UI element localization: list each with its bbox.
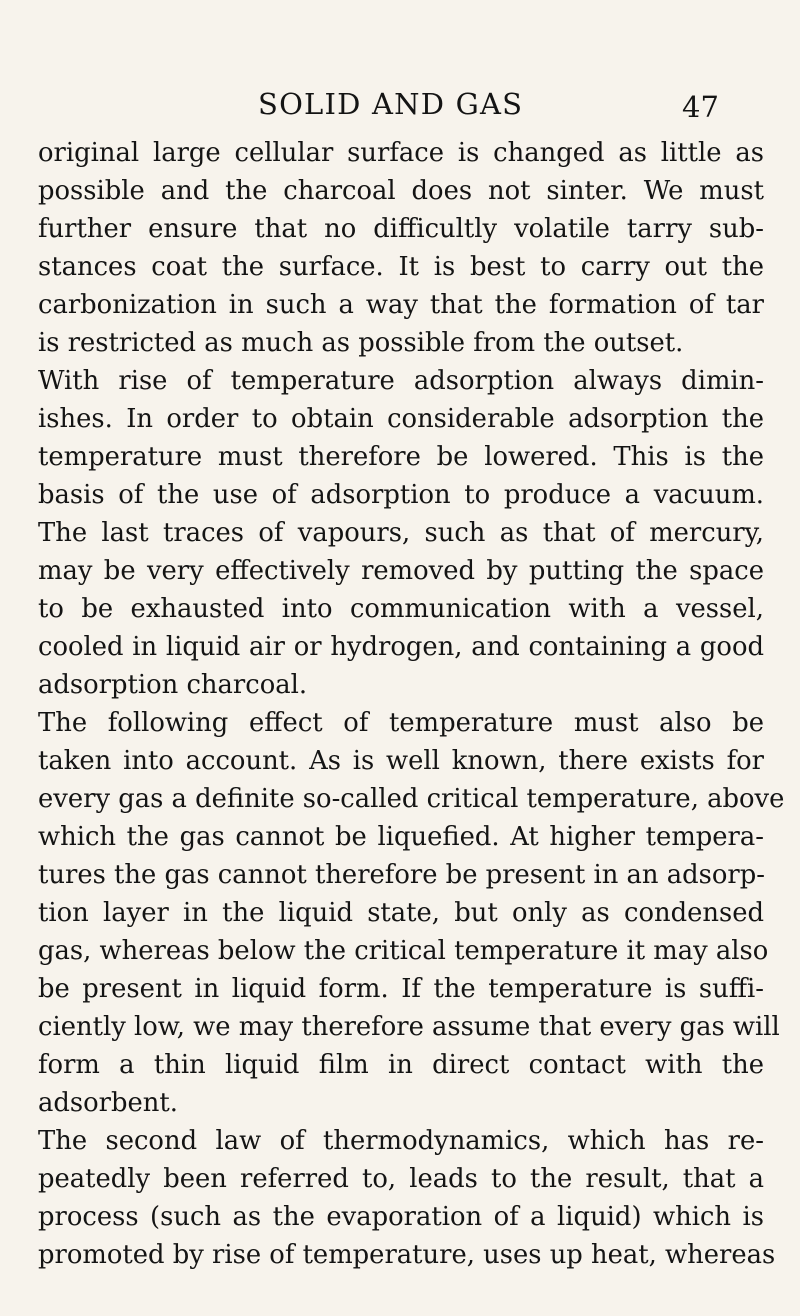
text-line: taken into account. As is well known, there exists for [38,746,764,776]
text-line: ishes. In order to obtain considerable adsorption the [38,404,764,434]
running-header [0,84,800,124]
text-line: which the gas cannot be liquefied. At higher tempera- [38,822,764,852]
text-line: is restricted as much as possible from the outset. [38,328,684,358]
text-line: gas, whereas below the critical temperature it may also [38,936,769,966]
text-line: peatedly been referred to, leads to the result, that a [38,1164,764,1194]
text-line: tion layer in the liquid state, but only as condensed [38,898,764,928]
text-line: process (such as the evaporation of a liquid) which is [38,1202,764,1232]
text-line: original large cellular surface is changed as little as [38,138,764,168]
text-line: promoted by rise of temperature, uses up heat, whereas [38,1240,776,1270]
text-line: may be very effectively removed by putting the space [38,556,764,586]
text-line: to be exhausted into communication with a vessel, [38,594,764,624]
text-line: cooled in liquid air or hydrogen, and containing a good [38,632,764,662]
page-number: 47 [682,90,719,124]
text-line: carbonization in such a way that the formation of tar [38,290,764,320]
text-line: adsorbent. [38,1088,178,1118]
text-line: every gas a definite so-called critical temperature, above [38,784,785,814]
text-line: stances coat the surface. It is best to carry out the [38,252,764,282]
text-line: The second law of thermodynamics, which has re- [38,1126,764,1156]
text-line: adsorption charcoal. [38,670,308,700]
text-line: be present in liquid form. If the temperature is suffi- [38,974,764,1004]
running-title: SOLID AND GAS [258,87,524,121]
text-line: ciently low, we may therefore assume that every gas will [38,1012,780,1042]
text-line: temperature must therefore be lowered. This is the [38,442,764,472]
text-line: further ensure that no difficultly volatile tarry sub- [38,214,764,244]
text-line: basis of the use of adsorption to produce a vacuum. [38,480,764,510]
text-line: The following effect of temperature must also be [38,708,764,738]
text-line: With rise of temperature adsorption always dimin- [38,366,764,396]
text-line: The last traces of vapours, such as that of mercury, [38,518,764,548]
text-line: possible and the charcoal does not sinter. We must [38,176,764,206]
text-line: tures the gas cannot therefore be present in an adsorp- [38,860,765,890]
text-line: form a thin liquid film in direct contact with the [38,1050,764,1080]
